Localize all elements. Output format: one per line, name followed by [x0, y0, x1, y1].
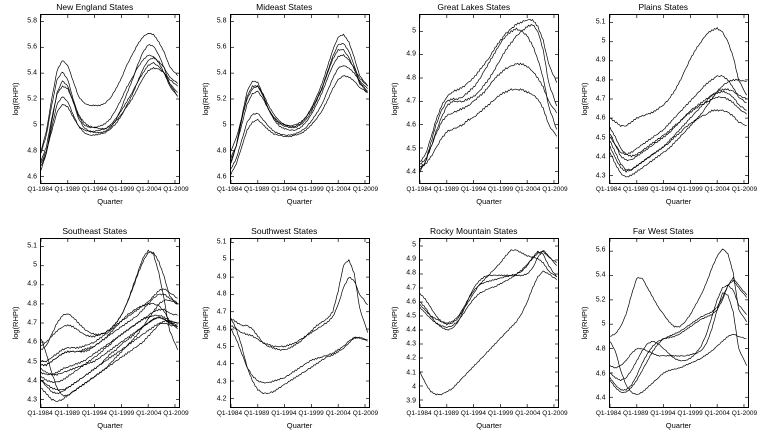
x-axis-tick-label: Q1-1999 [108, 186, 135, 193]
y-axis-tick-label: 4.7 [27, 319, 37, 327]
plot-area [40, 238, 180, 408]
y-axis-tick-label: 5.1 [216, 238, 227, 245]
plot-area [230, 14, 370, 184]
x-axis-tick-label: Q1-1989 [244, 186, 270, 193]
y-axis-label: log(RHPI) [389, 306, 399, 340]
y-axis-tick-label: 4.9 [216, 273, 227, 281]
series-line [231, 55, 368, 164]
y-axis-tick-label: 5.4 [595, 271, 606, 279]
x-axis-tick-label: Q1-1994 [460, 186, 487, 193]
y-axis-tick-label: 4.4 [595, 153, 606, 161]
series-line [41, 58, 178, 166]
x-axis-tick-label: Q1-1999 [677, 410, 703, 417]
x-axis-tick-label: Q1-1999 [677, 186, 703, 193]
x-axis-tick-label: Q1-2004 [136, 410, 162, 417]
x-axis-tick-label: Q1-1994 [650, 410, 676, 417]
x-axis-tick-label: Q1-1994 [271, 186, 297, 193]
y-axis-tick-label: 4.9 [27, 280, 37, 288]
y-axis-label: log(RHPI) [200, 306, 210, 340]
series-line [231, 49, 368, 161]
series-line [610, 97, 747, 157]
x-axis-tick-label: Q1-1984 [27, 186, 53, 193]
y-axis-tick-label: 5.4 [216, 69, 227, 77]
x-axis-tick-label: Q1-2009 [163, 186, 189, 193]
plot-area [609, 238, 749, 408]
series-line [420, 251, 557, 323]
y-axis-tick-label: 5.4 [27, 69, 37, 77]
panel-title: Plains States [638, 2, 689, 12]
panel-title: Rocky Mountain States [430, 226, 518, 236]
series-line [41, 309, 178, 375]
x-axis-tick-label: Q1-1989 [54, 186, 80, 193]
x-axis-tick-label: Q1-1994 [81, 410, 108, 417]
x-axis-tick-label: Q1-2004 [704, 186, 730, 193]
y-axis-tick-label: 4.6 [406, 121, 416, 129]
panel-title: Southwest States [251, 226, 318, 236]
chart-panel [190, 0, 380, 224]
y-axis-tick-label: 4.4 [406, 168, 416, 176]
y-axis-tick-label: 5.1 [27, 242, 37, 250]
y-axis-tick-label: 4.7 [406, 97, 416, 105]
series-line [231, 66, 368, 169]
y-axis-tick-label: 4.8 [27, 147, 37, 155]
x-axis-label: Quarter [97, 197, 123, 206]
y-axis-label: log(RHPI) [10, 82, 20, 116]
y-axis-tick-label: 4.5 [406, 312, 416, 320]
x-axis-tick-label: Q1-2009 [163, 410, 189, 417]
x-axis-tick-label: Q1-2009 [352, 186, 379, 193]
y-axis-tick-label: 4.6 [27, 338, 37, 346]
series-line [610, 110, 747, 171]
plot-area [419, 238, 559, 408]
x-axis-tick-label: Q1-2004 [704, 410, 730, 417]
x-axis-tick-label: Q1-1989 [623, 410, 649, 417]
series-line [420, 251, 557, 331]
y-axis-tick-label: 4.6 [595, 114, 606, 122]
y-axis-tick-label: 4.7 [595, 95, 606, 103]
x-axis-label: Quarter [665, 197, 692, 206]
series-line [41, 300, 178, 397]
plot-area [40, 14, 180, 184]
y-axis-tick-label: 5 [222, 255, 227, 263]
series-line [231, 277, 368, 347]
series-line [41, 55, 178, 153]
y-axis-tick-label: 5.8 [216, 17, 227, 25]
y-axis-label: log(RHPI) [579, 306, 589, 340]
chart-panel [379, 0, 569, 224]
y-axis-tick-label: 5.6 [595, 246, 606, 254]
y-axis-tick-label: 4.2 [216, 395, 227, 403]
x-axis-tick-label: Q1-1994 [271, 410, 297, 417]
y-axis-tick-label: 4.6 [406, 298, 416, 306]
series-line [610, 293, 747, 368]
chart-panel [379, 224, 569, 448]
y-axis-tick-label: 5.2 [27, 95, 37, 103]
y-axis-tick-label: 5 [33, 121, 37, 129]
x-axis-tick-label: Q1-1999 [487, 186, 514, 193]
y-axis-tick-label: 4.2 [406, 354, 416, 362]
x-axis-tick-label: Q1-1989 [433, 186, 459, 193]
x-axis-tick-label: Q1-2009 [542, 410, 568, 417]
chart-panel [569, 0, 758, 224]
y-axis-tick-label: 4.8 [595, 345, 606, 353]
y-axis-tick-label: 4.8 [406, 269, 416, 277]
x-axis-label: Quarter [476, 197, 502, 206]
y-axis-tick-label: 4.8 [595, 76, 606, 84]
x-axis-label: Quarter [286, 197, 313, 206]
y-axis-tick-label: 4.4 [595, 394, 606, 402]
x-axis-tick-label: Q1-1994 [81, 186, 108, 193]
y-axis-tick-label: 5.2 [216, 95, 227, 103]
x-axis-tick-label: Q1-2004 [325, 186, 351, 193]
y-axis-tick-label: 4.6 [216, 325, 227, 333]
x-axis-tick-label: Q1-1984 [595, 410, 622, 417]
x-axis-tick-label: Q1-1984 [406, 410, 432, 417]
series-line [231, 260, 368, 351]
x-axis-tick-label: Q1-1989 [433, 410, 459, 417]
y-axis-tick-label: 4.4 [27, 377, 37, 385]
x-axis-tick-label: Q1-2004 [136, 186, 162, 193]
x-axis-label: Quarter [286, 421, 313, 430]
y-axis-tick-label: 4.8 [27, 300, 37, 308]
y-axis-tick-label: 5 [601, 37, 606, 45]
chart-panel [0, 224, 190, 448]
y-axis-tick-label: 5 [412, 27, 416, 35]
y-axis-tick-label: 5.6 [27, 43, 37, 51]
y-axis-tick-label: 5 [601, 320, 606, 328]
chart-panel [190, 224, 380, 448]
y-axis-tick-label: 5.2 [595, 296, 606, 304]
y-axis-tick-label: 4.8 [216, 147, 227, 155]
y-axis-tick-label: 4.6 [27, 173, 37, 181]
y-axis-tick-label: 3.9 [406, 397, 416, 405]
y-axis-tick-label: 4.5 [406, 145, 416, 153]
y-axis-tick-label: 4.4 [216, 360, 227, 368]
x-axis-tick-label: Q1-2004 [515, 410, 541, 417]
y-axis-tick-label: 4.3 [216, 378, 227, 386]
x-axis-tick-label: Q1-1999 [108, 410, 135, 417]
series-line [41, 33, 178, 150]
x-axis-tick-label: Q1-1989 [54, 410, 80, 417]
series-line [41, 303, 178, 366]
x-axis-tick-label: Q1-1984 [216, 410, 243, 417]
series-line [610, 79, 747, 177]
x-axis-tick-label: Q1-2009 [542, 186, 568, 193]
series-line [610, 91, 747, 161]
panel-title: Far West States [632, 226, 694, 236]
y-axis-tick-label: 4.9 [406, 255, 416, 263]
series-line [610, 285, 747, 380]
y-axis-tick-label: 5 [222, 121, 227, 129]
x-axis-tick-label: Q1-1984 [406, 186, 432, 193]
y-axis-tick-label: 5.6 [216, 43, 227, 51]
x-axis-tick-label: Q1-1999 [298, 186, 324, 193]
y-axis-tick-label: 4.3 [27, 396, 37, 404]
y-axis-tick-label: 4.7 [216, 308, 227, 316]
plot-area [419, 14, 559, 184]
y-axis-tick-label: 4.5 [27, 358, 37, 366]
y-axis-label: log(RHPI) [10, 306, 20, 340]
y-axis-tick-label: 4.5 [216, 343, 227, 351]
y-axis-tick-label: 4.1 [406, 369, 416, 377]
y-axis-tick-label: 4.9 [406, 50, 416, 58]
y-axis-tick-label: 4.5 [595, 134, 606, 142]
series-line [610, 75, 747, 154]
series-line [41, 67, 178, 163]
x-axis-tick-label: Q1-1999 [487, 410, 514, 417]
panel-title: Great Lakes States [437, 2, 511, 12]
series-line [420, 251, 557, 328]
y-axis-tick-label: 4.3 [406, 340, 416, 348]
y-axis-tick-label: 4.8 [406, 74, 416, 82]
series-line [610, 249, 747, 336]
y-axis-tick-label: 4 [412, 383, 416, 391]
series-line [610, 334, 747, 394]
series-line [610, 280, 747, 393]
x-axis-tick-label: Q1-2009 [731, 186, 758, 193]
x-axis-tick-label: Q1-2009 [731, 410, 758, 417]
chart-panel [569, 224, 758, 448]
x-axis-tick-label: Q1-2009 [352, 410, 379, 417]
y-axis-tick-label: 4.3 [595, 172, 606, 180]
series-line [231, 318, 368, 393]
y-axis-tick-label: 4.6 [595, 370, 606, 377]
y-axis-label: log(RHPI) [200, 82, 210, 116]
y-axis-label: log(RHPI) [579, 82, 589, 116]
panel-title: New England States [56, 2, 134, 12]
series-line [420, 89, 557, 167]
series-line [41, 45, 178, 171]
x-axis-label: Quarter [476, 421, 502, 430]
x-axis-tick-label: Q1-2004 [325, 410, 351, 417]
y-axis-tick-label: 4.6 [216, 173, 227, 181]
series-line [41, 62, 178, 161]
x-axis-tick-label: Q1-1984 [595, 186, 622, 193]
x-axis-tick-label: Q1-1994 [650, 186, 676, 193]
chart-panel [0, 0, 190, 224]
series-line [231, 43, 368, 157]
series-line [41, 317, 178, 393]
x-axis-tick-label: Q1-1989 [244, 410, 270, 417]
series-line [231, 34, 368, 150]
y-axis-tick-label: 4.7 [406, 284, 416, 292]
plot-area [230, 238, 370, 408]
x-axis-tick-label: Q1-1999 [298, 410, 324, 417]
series-line [420, 25, 557, 170]
y-axis-tick-label: 4.4 [406, 326, 416, 334]
y-axis-tick-label: 4.8 [216, 290, 227, 298]
plot-area [609, 14, 749, 184]
y-axis-tick-label: 5 [412, 241, 416, 249]
x-axis-tick-label: Q1-1984 [216, 186, 243, 193]
x-axis-tick-label: Q1-2004 [515, 186, 541, 193]
x-axis-tick-label: Q1-1989 [623, 186, 649, 193]
series-line [41, 315, 178, 383]
y-axis-tick-label: 5 [33, 261, 37, 269]
y-axis-tick-label: 5.1 [595, 18, 606, 26]
series-line [420, 271, 557, 395]
x-axis-tick-label: Q1-1984 [27, 410, 53, 417]
series-line [420, 28, 557, 172]
series-line [41, 250, 178, 350]
y-axis-label: log(RHPI) [389, 82, 399, 116]
y-axis-tick-label: 4.9 [595, 56, 606, 64]
x-axis-label: Quarter [665, 421, 692, 430]
x-axis-tick-label: Q1-1994 [460, 410, 487, 417]
y-axis-tick-label: 5.8 [27, 17, 37, 25]
x-axis-label: Quarter [97, 421, 123, 430]
panel-title: Southeast States [62, 226, 128, 236]
panel-title: Mideast States [256, 2, 313, 12]
